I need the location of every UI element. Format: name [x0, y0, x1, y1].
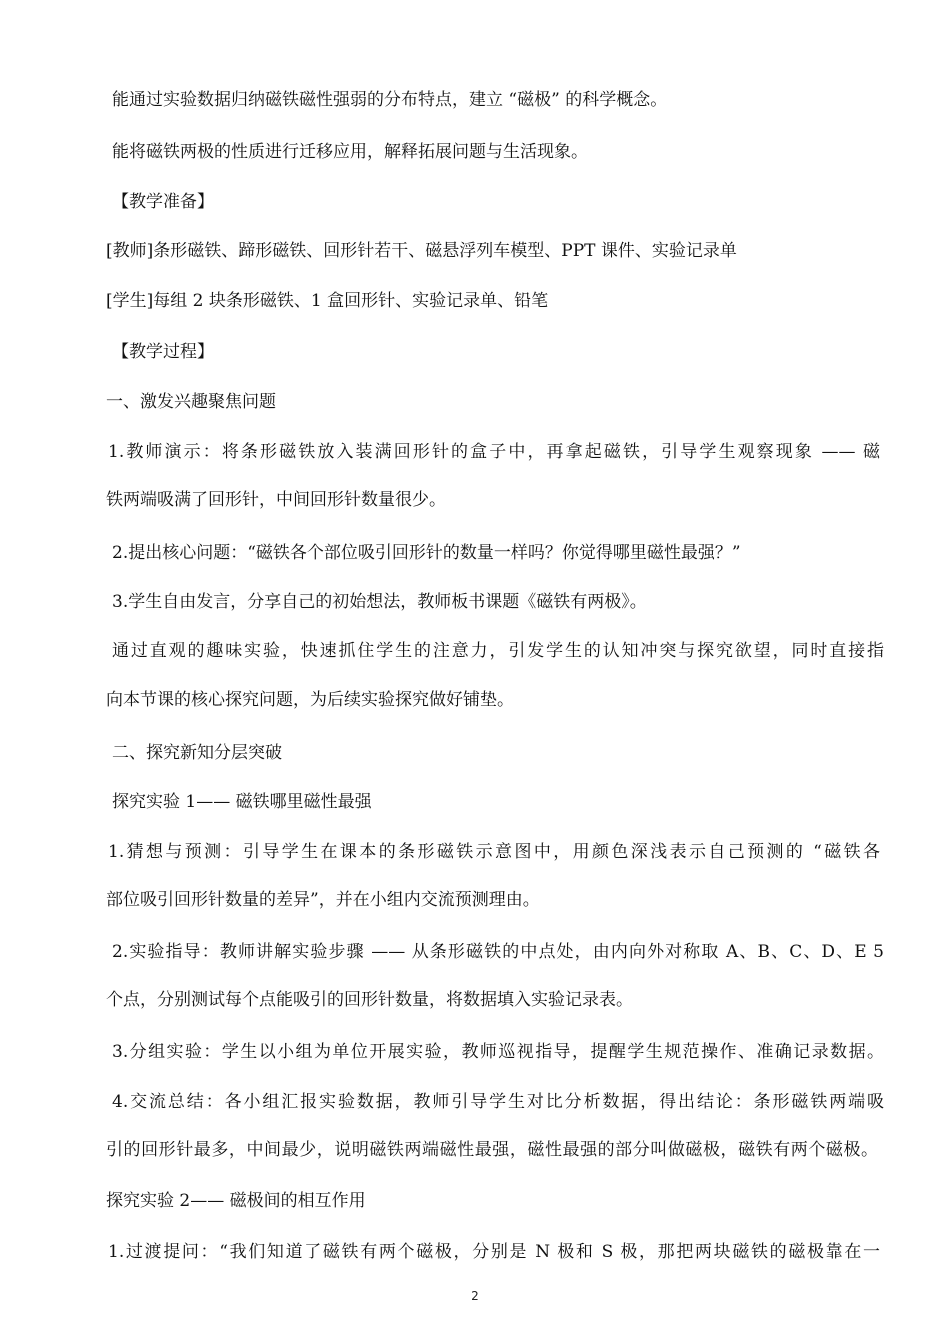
paragraph-line: 通过直观的趣味实验，快速抓住学生的注意力，引发学生的认知冲突与探究欲望，同时直接指	[112, 641, 884, 661]
paragraph-line: 3.学生自由发言，分享自己的初始想法，教师板书课题《磁铁有两极》。	[112, 592, 647, 612]
paragraph-line: 个点，分别测试每个点能吸引的回形针数量，将数据填入实验记录表。	[106, 990, 633, 1010]
paragraph-line: [学生]每组 2 块条形磁铁、1 盒回形针、实验记录单、铅笔	[106, 291, 549, 311]
section-heading: 一、激发兴趣聚焦问题	[106, 392, 276, 412]
paragraph-line: 1.过渡提问：“我们知道了磁铁有两个磁极，分别是 N 极和 S 极，那把两块磁铁的磁极靠在一	[108, 1242, 880, 1262]
paragraph-line: 2.提出核心问题：“磁铁各个部位吸引回形针的数量一样吗？你觉得哪里磁性最强？”	[112, 543, 741, 563]
paragraph-line: 向本节课的核心探究问题，为后续实验探究做好铺垫。	[106, 690, 514, 710]
paragraph-line: 2.实验指导：教师讲解实验步骤 —— 从条形磁铁的中点处，由内向外对称取 A、B、C、D、E 5	[112, 942, 884, 962]
paragraph-line: 1.教师演示：将条形磁铁放入装满回形针的盒子中，再拿起磁铁，引导学生观察现象 —— 磁	[108, 442, 880, 462]
subsection-heading: 探究实验 2—— 磁极间的相互作用	[106, 1191, 366, 1211]
section-heading: 【教学准备】	[112, 192, 214, 212]
paragraph-line: 铁两端吸满了回形针，中间回形针数量很少。	[106, 490, 446, 510]
section-heading: 【教学过程】	[112, 342, 214, 362]
paragraph-line: 部位吸引回形针数量的差异”，并在小组内交流预测理由。	[106, 890, 540, 910]
section-heading: 二、探究新知分层突破	[112, 743, 282, 763]
subsection-heading: 探究实验 1—— 磁铁哪里磁性最强	[112, 792, 372, 812]
paragraph-line: 能通过实验数据归纳磁铁磁性强弱的分布特点，建立 “磁极” 的科学概念。	[112, 90, 668, 110]
paragraph-line: 3.分组实验：学生以小组为单位开展实验，教师巡视指导，提醒学生规范操作、准确记录数据。	[112, 1042, 884, 1062]
paragraph-line: [教师]条形磁铁、蹄形磁铁、回形针若干、磁悬浮列车模型、PPT 课件、实验记录单	[106, 241, 737, 261]
paragraph-line: 能将磁铁两极的性质进行迁移应用，解释拓展问题与生活现象。	[112, 142, 588, 162]
paragraph-line: 4.交流总结：各小组汇报实验数据，教师引导学生对比分析数据，得出结论：条形磁铁两端吸	[112, 1092, 884, 1112]
paragraph-line: 引的回形针最多，中间最少，说明磁铁两端磁性最强，磁性最强的部分叫做磁极，磁铁有两个磁极。	[106, 1140, 878, 1160]
paragraph-line: 1.猜想与预测：引导学生在课本的条形磁铁示意图中，用颜色深浅表示自己预测的 “磁铁各	[108, 842, 880, 862]
page-number: 2	[471, 1289, 479, 1303]
